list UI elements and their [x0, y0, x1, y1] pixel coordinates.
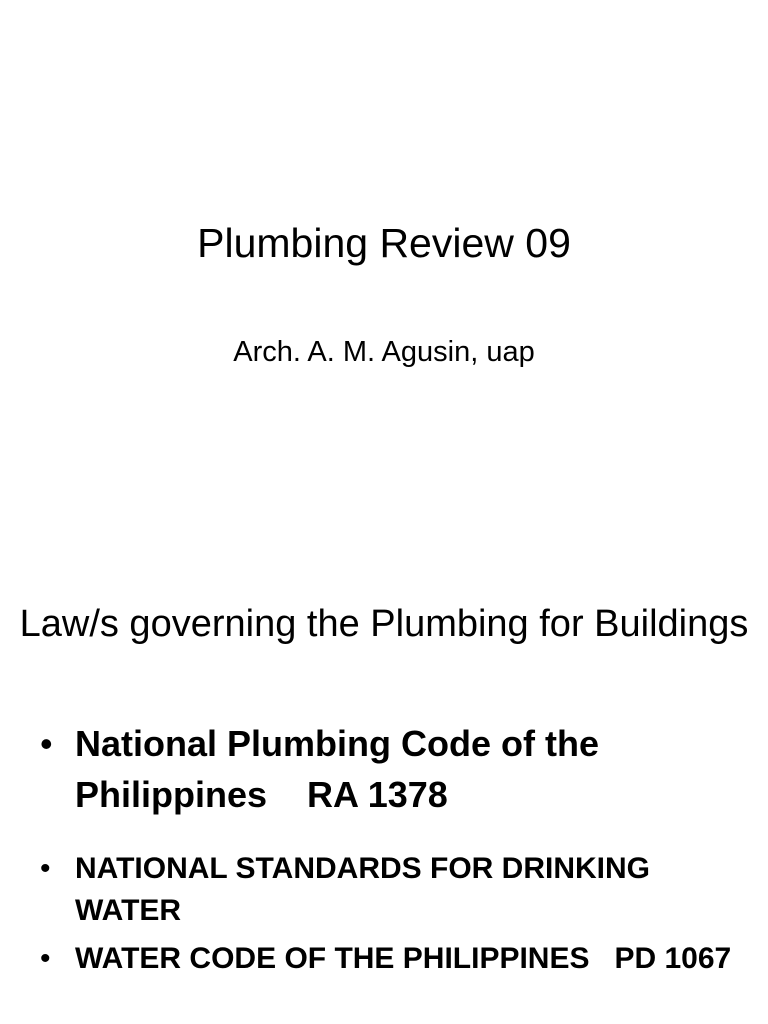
bullet-icon: •	[40, 942, 51, 975]
bullet-text: NATIONAL STANDARDS FOR DRINKING WATER	[75, 852, 650, 927]
bullet-item-water-code	[40, 938, 740, 980]
slide-subtitle: Arch. A. M. Agusin, uap	[233, 336, 535, 368]
slide-title: Plumbing Review 09	[197, 220, 571, 266]
section-heading: Law/s governing the Plumbing for Buildings	[19, 603, 749, 645]
bullet-icon: •	[40, 852, 51, 885]
bullet-text: National Plumbing Code of the Philippines RA 1378	[75, 723, 610, 815]
bullet-list	[40, 718, 740, 986]
bullet-text: WATER CODE OF THE PHILIPPINES PD 1067	[75, 942, 732, 975]
bullet-icon: •	[40, 723, 53, 764]
bullet-item-drinking-water	[40, 848, 740, 932]
bullet-item-plumbing-code	[40, 718, 740, 820]
